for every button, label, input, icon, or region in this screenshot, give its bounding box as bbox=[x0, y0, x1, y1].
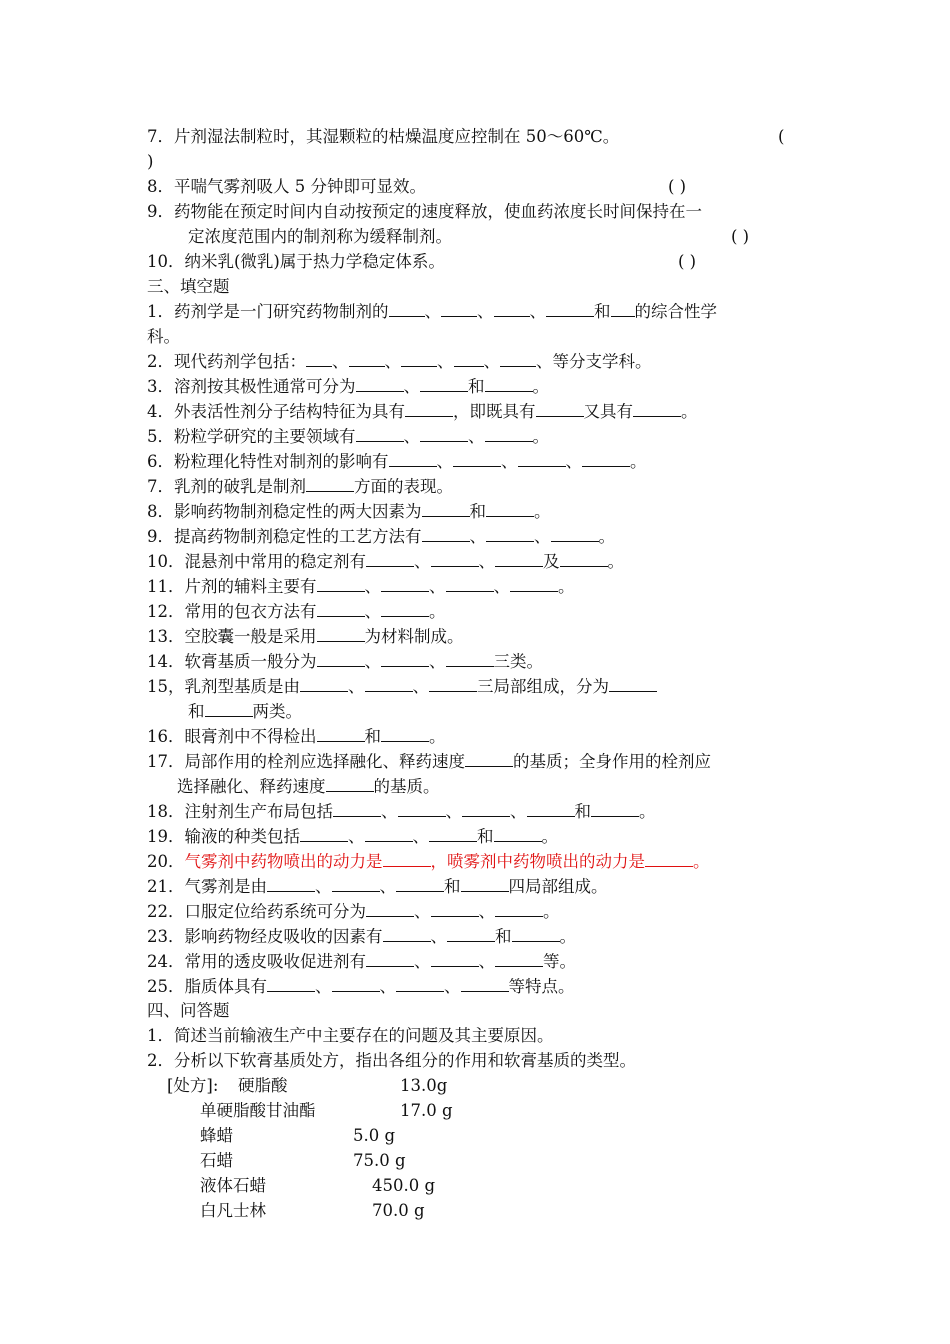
text-segment: 及 bbox=[543, 552, 560, 571]
text-segment: 四局部组成。 bbox=[508, 877, 608, 896]
fill-q14 bbox=[147, 651, 543, 673]
text-segment: 。 bbox=[543, 902, 560, 921]
fill-q24 bbox=[147, 951, 576, 973]
text-segment: 、 bbox=[364, 602, 381, 621]
text-segment: 16． bbox=[147, 727, 185, 746]
text-segment: 。 bbox=[429, 727, 446, 746]
answer-blank bbox=[422, 527, 470, 542]
answer-blank bbox=[267, 977, 315, 992]
tf-paren: ( ) bbox=[678, 252, 697, 271]
item-number: 7． bbox=[147, 127, 174, 146]
formula-name: 石蜡 bbox=[200, 1151, 233, 1170]
text-segment: 11． bbox=[147, 577, 185, 596]
answer-blank bbox=[431, 952, 479, 967]
answer-blank bbox=[366, 902, 414, 917]
text-segment: 6． bbox=[147, 452, 174, 471]
blank bbox=[546, 302, 594, 317]
answer-blank bbox=[485, 427, 533, 442]
answer-blank bbox=[317, 727, 365, 742]
text-segment: 、 bbox=[477, 302, 494, 321]
text-segment: 18． bbox=[147, 802, 185, 821]
text-segment: 、 bbox=[429, 652, 446, 671]
answer-blank bbox=[512, 927, 560, 942]
answer-blank bbox=[300, 677, 348, 692]
section-title: 三、填空题 bbox=[147, 277, 230, 296]
text-segment: 9． bbox=[147, 527, 174, 546]
text-segment: 和 bbox=[444, 877, 461, 896]
answer-blank bbox=[306, 352, 332, 367]
text-segment: 。 bbox=[630, 452, 647, 471]
answer-blank bbox=[461, 977, 509, 992]
text-segment: 为材料制成。 bbox=[364, 627, 464, 646]
fill-q5 bbox=[147, 426, 549, 448]
answer-blank bbox=[485, 377, 533, 392]
fill-q22 bbox=[147, 901, 560, 923]
formula-amount: 17.0 g bbox=[400, 1101, 453, 1120]
text-segment: 粉粒学研究的主要领域有 bbox=[174, 427, 356, 446]
text-segment: 气雾剂中药物喷出的动力是 bbox=[184, 852, 383, 871]
text-segment: 、 bbox=[403, 427, 420, 446]
answer-blank bbox=[527, 802, 575, 817]
text-segment: 现代药剂学包括： bbox=[174, 352, 306, 371]
answer-blank bbox=[486, 502, 534, 517]
fill-q16 bbox=[147, 726, 446, 748]
text-segment: 、 bbox=[414, 902, 431, 921]
text-segment: 、 bbox=[478, 902, 495, 921]
answer-blank bbox=[486, 527, 534, 542]
answer-blank bbox=[366, 552, 414, 567]
answer-blank bbox=[405, 402, 453, 417]
text-segment: 药剂学是一门研究药物制剂的 bbox=[174, 302, 389, 321]
fill-q10 bbox=[147, 551, 624, 573]
answer-blank bbox=[396, 877, 444, 892]
answer-blank bbox=[401, 352, 437, 367]
text-segment: 方面的表现。 bbox=[354, 477, 453, 496]
text-segment: 、 bbox=[501, 452, 518, 471]
blank bbox=[494, 302, 530, 317]
text-segment: 溶剂按其极性通常可分为 bbox=[174, 377, 356, 396]
answer-blank bbox=[366, 952, 414, 967]
text-segment: 和 bbox=[477, 827, 494, 846]
fill-q3 bbox=[147, 376, 549, 398]
formula-name: 液体石蜡 bbox=[200, 1176, 266, 1195]
answer-blank bbox=[267, 877, 315, 892]
answer-blank bbox=[633, 402, 681, 417]
answer-blank bbox=[454, 352, 484, 367]
answer-blank bbox=[381, 727, 429, 742]
text-segment: 、 bbox=[315, 877, 332, 896]
answer-blank bbox=[446, 652, 494, 667]
text-segment: 局部作用的栓剂应选择融化、释药速度 bbox=[184, 752, 465, 771]
text-segment: 4． bbox=[147, 402, 174, 421]
blank bbox=[441, 302, 477, 317]
text-segment: 22． bbox=[147, 902, 185, 921]
tf-item-8 bbox=[147, 176, 426, 198]
fill-q12 bbox=[147, 601, 446, 623]
answer-blank bbox=[609, 677, 657, 692]
text-segment: 、 bbox=[315, 977, 332, 996]
text-segment: 两类。 bbox=[252, 702, 302, 721]
fill-q15-cont bbox=[188, 701, 302, 723]
text-segment: 和 bbox=[495, 927, 512, 946]
text-segment: 又具有 bbox=[583, 402, 633, 421]
text-segment: 软膏基质一般分为 bbox=[184, 652, 317, 671]
answer-blank bbox=[365, 827, 413, 842]
text-segment: 片剂的辅料主要有 bbox=[184, 577, 317, 596]
text-segment: 、 bbox=[529, 302, 546, 321]
text-segment: 口服定位给药系统可分为 bbox=[184, 902, 366, 921]
fill-q8 bbox=[147, 501, 551, 523]
answer-blank bbox=[591, 802, 639, 817]
fill-q1 bbox=[147, 301, 717, 323]
text-segment: 常用的包衣方法有 bbox=[184, 602, 317, 621]
formula-amount: 13.0g bbox=[400, 1076, 448, 1095]
text-segment: 。 bbox=[558, 577, 575, 596]
text-segment: 等。 bbox=[543, 952, 576, 971]
text-segment: 。 bbox=[598, 527, 615, 546]
text-segment: 影响药物经皮吸收的因素有 bbox=[184, 927, 383, 946]
answer-blank bbox=[510, 577, 558, 592]
item-number: 10． bbox=[147, 252, 185, 271]
tf-item-9 bbox=[147, 201, 702, 223]
answer-blank bbox=[645, 852, 693, 867]
text-segment: 、 bbox=[379, 877, 396, 896]
text-segment: 、 bbox=[414, 552, 431, 571]
text-segment: 、 bbox=[424, 302, 441, 321]
text-segment: 3． bbox=[147, 377, 174, 396]
text-segment: 、 bbox=[493, 577, 510, 596]
text-segment: 2． bbox=[147, 352, 174, 371]
answer-blank bbox=[381, 652, 429, 667]
text-segment: 2． bbox=[147, 1051, 174, 1070]
text-segment: 等特点。 bbox=[508, 977, 575, 996]
text-segment: 17． bbox=[147, 752, 185, 771]
fill-q25 bbox=[147, 976, 575, 998]
text-segment: 12． bbox=[147, 602, 185, 621]
fill-q4 bbox=[147, 401, 698, 423]
text-segment: 8． bbox=[147, 502, 174, 521]
text-segment: 简述当前输液生产中主要存在的问题及其主要原因。 bbox=[174, 1026, 554, 1045]
fill-q17 bbox=[147, 751, 711, 773]
tf-item-9-cont: 定浓度范围内的制剂称为缓释制剂。 bbox=[188, 227, 452, 246]
text-segment: 。 bbox=[541, 827, 558, 846]
answer-blank bbox=[356, 427, 404, 442]
text-segment: 和 bbox=[469, 502, 486, 521]
text-segment: 21． bbox=[147, 877, 185, 896]
formula-name: 硬脂酸 bbox=[238, 1076, 288, 1095]
answer-blank bbox=[518, 452, 566, 467]
text-segment: 24． bbox=[147, 952, 185, 971]
text-segment: 、 bbox=[348, 677, 365, 696]
answer-blank bbox=[551, 527, 599, 542]
text-segment: 气雾剂是由 bbox=[184, 877, 267, 896]
answer-blank bbox=[536, 402, 584, 417]
tf-paren-open: ( bbox=[778, 127, 785, 146]
answer-blank bbox=[431, 902, 479, 917]
text-segment: 20． bbox=[147, 852, 185, 871]
text-segment: 、 bbox=[332, 352, 349, 371]
text-segment: 空胶囊一般是采用 bbox=[184, 627, 317, 646]
blank bbox=[389, 302, 425, 317]
formula-name: 白凡士林 bbox=[200, 1201, 266, 1220]
answer-blank bbox=[389, 452, 437, 467]
answer-blank bbox=[447, 927, 495, 942]
answer-blank bbox=[381, 602, 429, 617]
tf-paren-close: ) bbox=[147, 152, 154, 171]
answer-blank bbox=[356, 377, 404, 392]
text-segment: 、 bbox=[379, 977, 396, 996]
fill-q17-cont bbox=[177, 776, 440, 798]
fill-q7 bbox=[147, 476, 453, 498]
text-segment: 。 bbox=[693, 852, 710, 871]
text-segment: 23． bbox=[147, 927, 185, 946]
text-segment: 的基质。 bbox=[373, 777, 440, 796]
answer-blank bbox=[333, 802, 381, 817]
text-segment: 影响药物制剂稳定性的两大因素为 bbox=[174, 502, 422, 521]
answer-blank bbox=[332, 877, 380, 892]
fill-q19 bbox=[147, 826, 558, 848]
answer-blank bbox=[431, 552, 479, 567]
formula-amount: 70.0 g bbox=[372, 1201, 425, 1220]
fill-q21 bbox=[147, 876, 608, 898]
text-segment: 1． bbox=[147, 1026, 174, 1045]
text-segment: 、 bbox=[469, 527, 486, 546]
item-text: 平喘气雾剂吸人 5 分钟即可显效。 bbox=[174, 177, 426, 196]
item-number: 8． bbox=[147, 177, 174, 196]
text-segment: 。 bbox=[639, 802, 656, 821]
text-segment: 。 bbox=[429, 602, 446, 621]
answer-blank bbox=[332, 977, 380, 992]
answer-blank bbox=[317, 602, 365, 617]
answer-blank bbox=[582, 452, 630, 467]
formula-amount: 75.0 g bbox=[353, 1151, 406, 1170]
qa-item-1 bbox=[147, 1025, 554, 1047]
fill-q2 bbox=[147, 351, 652, 373]
text-segment: 。 bbox=[532, 427, 549, 446]
text-segment: 乳剂的破乳是制剂 bbox=[174, 477, 306, 496]
text-segment: 和 bbox=[468, 377, 485, 396]
text-segment: 1． bbox=[147, 302, 174, 321]
text-segment: 。 bbox=[534, 502, 551, 521]
tf-paren: ( ) bbox=[731, 227, 750, 246]
text-segment: 的基质；全身作用的栓剂应 bbox=[513, 752, 711, 771]
answer-blank bbox=[446, 577, 494, 592]
answer-blank bbox=[453, 452, 501, 467]
answer-blank bbox=[500, 352, 536, 367]
text-segment: 、 bbox=[414, 952, 431, 971]
formula-amount: 5.0 g bbox=[353, 1126, 396, 1145]
item-number: 9． bbox=[147, 202, 174, 221]
fill-q23 bbox=[147, 926, 576, 948]
text-segment: 、等分支学科。 bbox=[536, 352, 652, 371]
answer-blank bbox=[205, 702, 253, 717]
answer-blank bbox=[420, 427, 468, 442]
section-title: 四、问答题 bbox=[147, 1001, 230, 1020]
item-text: 片剂湿法制粒时，其湿颗粒的枯燥温度应控制在 50～60℃。 bbox=[174, 127, 620, 146]
fill-q11 bbox=[147, 576, 575, 598]
text-segment: 眼膏剂中不得检出 bbox=[184, 727, 317, 746]
text-segment: 14． bbox=[147, 652, 185, 671]
fill-q15 bbox=[147, 676, 657, 698]
text-segment bbox=[185, 852, 710, 871]
text-segment: 和 bbox=[188, 702, 205, 721]
text-segment: 、 bbox=[445, 802, 462, 821]
text-segment: 。 bbox=[532, 377, 549, 396]
text-segment: 选择融化、释药速度 bbox=[177, 777, 326, 796]
text-segment: 和 bbox=[364, 727, 381, 746]
answer-blank bbox=[429, 677, 477, 692]
text-segment: 、 bbox=[534, 527, 551, 546]
answer-blank bbox=[317, 627, 365, 642]
text-segment: 25． bbox=[147, 977, 185, 996]
text-segment: 外表活性剂分子结构特征为具有 bbox=[174, 402, 405, 421]
text-segment: 5． bbox=[147, 427, 174, 446]
text-segment: ，即既具有 bbox=[453, 402, 536, 421]
text-segment: 和 bbox=[594, 302, 611, 321]
text-segment: 、 bbox=[348, 827, 365, 846]
answer-blank bbox=[383, 852, 431, 867]
text-segment: 、 bbox=[436, 452, 453, 471]
answer-blank bbox=[381, 577, 429, 592]
answer-blank bbox=[326, 777, 374, 792]
text-segment: 和 bbox=[574, 802, 591, 821]
answer-blank bbox=[306, 477, 354, 492]
text-segment: 脂质体具有 bbox=[184, 977, 267, 996]
formula-name: 单硬脂酸甘油酯 bbox=[200, 1101, 316, 1120]
text-segment: 常用的透皮吸收促进剂有 bbox=[184, 952, 366, 971]
text-segment: 三类。 bbox=[493, 652, 543, 671]
text-segment: 、 bbox=[403, 377, 420, 396]
text-segment: 混悬剂中常用的稳定剂有 bbox=[184, 552, 366, 571]
answer-blank bbox=[494, 827, 542, 842]
text-segment: 三局部组成，分为 bbox=[477, 677, 609, 696]
text-segment: 15， bbox=[147, 677, 185, 696]
fill-q1-cont: 科。 bbox=[147, 327, 180, 346]
answer-blank bbox=[462, 802, 510, 817]
text-segment: ，喷雾剂中药物喷出的动力是 bbox=[430, 852, 645, 871]
text-segment: 7． bbox=[147, 477, 174, 496]
answer-blank bbox=[300, 827, 348, 842]
text-segment: 分析以下软膏基质处方，指出各组分的作用和软膏基质的类型。 bbox=[174, 1051, 636, 1070]
answer-blank bbox=[465, 752, 513, 767]
text-segment: 、 bbox=[412, 827, 429, 846]
formula-label: [处方]: bbox=[167, 1076, 219, 1095]
tf-item-7 bbox=[147, 126, 619, 148]
fill-q6 bbox=[147, 451, 647, 473]
fill-q9 bbox=[147, 526, 615, 548]
answer-blank bbox=[420, 377, 468, 392]
text-segment: 、 bbox=[437, 352, 454, 371]
item-text: 药物能在预定时间内自动按预定的速度释放，使血药浓度长时间保持在一 bbox=[174, 202, 702, 221]
formula-amount: 450.0 g bbox=[372, 1176, 436, 1195]
text-segment: 。 bbox=[559, 927, 576, 946]
text-segment: 提高药物制剂稳定性的工艺方法有 bbox=[174, 527, 422, 546]
text-segment: 、 bbox=[478, 552, 495, 571]
answer-blank bbox=[317, 577, 365, 592]
text-segment: 注射剂生产布局包括 bbox=[184, 802, 333, 821]
answer-blank bbox=[365, 677, 413, 692]
text-segment: 19． bbox=[147, 827, 185, 846]
text-segment: 10． bbox=[147, 552, 185, 571]
text-segment: 乳剂型基质是由 bbox=[184, 677, 300, 696]
text-segment: 的综合性学 bbox=[634, 302, 717, 321]
qa-item-2 bbox=[147, 1050, 636, 1072]
text-segment: 、 bbox=[384, 352, 401, 371]
tf-item-10 bbox=[147, 251, 445, 273]
text-segment: 、 bbox=[510, 802, 527, 821]
fill-q13 bbox=[147, 626, 464, 648]
text-segment: 、 bbox=[429, 577, 446, 596]
fill-q18 bbox=[147, 801, 656, 823]
text-segment: 、 bbox=[468, 427, 485, 446]
answer-blank bbox=[429, 827, 477, 842]
answer-blank bbox=[461, 877, 509, 892]
fill-q20 bbox=[147, 851, 710, 873]
text-segment: 、 bbox=[381, 802, 398, 821]
text-segment: 粉粒理化特性对制剂的影响有 bbox=[174, 452, 389, 471]
item-text: 纳米乳(微乳)属于热力学稳定体系。 bbox=[184, 252, 445, 271]
answer-blank bbox=[349, 352, 385, 367]
blank bbox=[611, 302, 635, 317]
text-segment: 、 bbox=[478, 952, 495, 971]
text-segment: 、 bbox=[444, 977, 461, 996]
text-segment: 13． bbox=[147, 627, 185, 646]
text-segment: 、 bbox=[364, 652, 381, 671]
text-segment: 。 bbox=[607, 552, 624, 571]
answer-blank bbox=[317, 652, 365, 667]
answer-blank bbox=[560, 552, 608, 567]
answer-blank bbox=[495, 552, 543, 567]
text-segment: 、 bbox=[364, 577, 381, 596]
answer-blank bbox=[422, 502, 470, 517]
text-segment: 、 bbox=[430, 927, 447, 946]
answer-blank bbox=[398, 802, 446, 817]
text-segment: 、 bbox=[483, 352, 500, 371]
text-segment: 、 bbox=[412, 677, 429, 696]
tf-paren: ( ) bbox=[668, 177, 687, 196]
text-segment: 输液的种类包括 bbox=[184, 827, 300, 846]
answer-blank bbox=[383, 927, 431, 942]
answer-blank bbox=[495, 952, 543, 967]
text-segment: 。 bbox=[681, 402, 698, 421]
answer-blank bbox=[495, 902, 543, 917]
answer-blank bbox=[396, 977, 444, 992]
text-segment: 、 bbox=[565, 452, 582, 471]
formula-name: 蜂蜡 bbox=[200, 1126, 233, 1145]
